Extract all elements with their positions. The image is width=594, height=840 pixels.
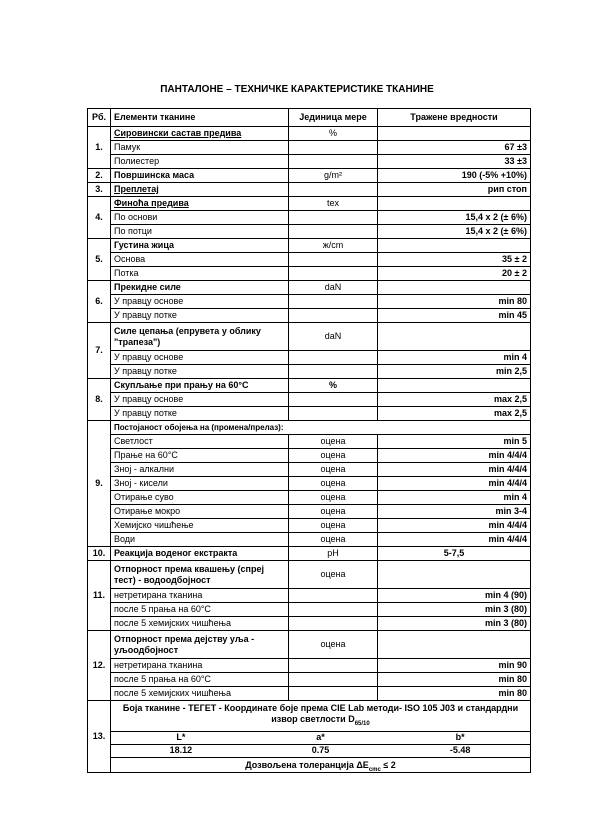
row-unit: оцена bbox=[289, 505, 378, 519]
row-unit: оцена bbox=[289, 561, 378, 589]
row-label: Полиестер bbox=[111, 155, 289, 169]
table-row bbox=[88, 127, 531, 141]
table-row bbox=[88, 183, 531, 197]
table-row bbox=[88, 603, 531, 617]
row-number: 5. bbox=[88, 239, 111, 281]
table-row bbox=[88, 393, 531, 407]
row-unit: оцена bbox=[289, 491, 378, 505]
row-value: min 4 bbox=[378, 351, 531, 365]
row-number: 4. bbox=[88, 197, 111, 239]
row-title: Скупљање при прању на 60°C bbox=[111, 379, 289, 393]
row-label: Зној - кисели bbox=[111, 477, 289, 491]
row-label: У правцу основе bbox=[111, 393, 289, 407]
spec-table bbox=[87, 108, 531, 773]
row-unit: оцена bbox=[289, 449, 378, 463]
row-number: 6. bbox=[88, 281, 111, 323]
L-label: L* bbox=[111, 731, 251, 744]
table-row bbox=[88, 477, 531, 491]
color-heading bbox=[111, 701, 530, 731]
row-value: min 90 bbox=[378, 659, 531, 673]
tolerance bbox=[111, 757, 530, 772]
row-value: min 3 (80) bbox=[378, 603, 531, 617]
header-unit: Јединица мере bbox=[289, 109, 378, 127]
table-row bbox=[88, 281, 531, 295]
table-row bbox=[88, 505, 531, 519]
row-label: Светлост bbox=[111, 435, 289, 449]
tolerance-subscript: cmc bbox=[368, 766, 381, 773]
table-row bbox=[88, 701, 531, 773]
b-label: b* bbox=[390, 731, 530, 744]
row-value: min 3-4 bbox=[378, 505, 531, 519]
table-header-row bbox=[88, 109, 531, 127]
row-label: По основи bbox=[111, 211, 289, 225]
header-value: Тражене вредности bbox=[378, 109, 531, 127]
row-title: Силе цепања (епрувета у облику "трапеза") bbox=[111, 323, 289, 351]
table-row bbox=[88, 253, 531, 267]
row-label: Води bbox=[111, 533, 289, 547]
row-value: min 4/4/4 bbox=[378, 463, 531, 477]
row-unit: оцена bbox=[289, 533, 378, 547]
table-row bbox=[88, 561, 531, 589]
row-unit: оцена bbox=[289, 463, 378, 477]
row-label: Отирање суво bbox=[111, 491, 289, 505]
table-row bbox=[88, 267, 531, 281]
table-row bbox=[88, 673, 531, 687]
row-value: 15,4 x 2 (± 6%) bbox=[378, 225, 531, 239]
table-row bbox=[88, 421, 531, 435]
tolerance-text: Дозвољена толеранција ΔE bbox=[245, 759, 369, 770]
row-unit: g/m² bbox=[289, 169, 378, 183]
row-value: 33 ±3 bbox=[378, 155, 531, 169]
table-row bbox=[88, 631, 531, 659]
row-value: 20 ± 2 bbox=[378, 267, 531, 281]
row-value: 15,4 x 2 (± 6%) bbox=[378, 211, 531, 225]
row-number: 12. bbox=[88, 631, 111, 701]
header-element: Елементи тканине bbox=[111, 109, 289, 127]
table-row bbox=[88, 449, 531, 463]
row-label: после 5 хемијских чишћења bbox=[111, 687, 289, 701]
row-title: Отпорност према дејству уља - уљоодбојност bbox=[111, 631, 289, 659]
row-title: Преплетај bbox=[111, 183, 289, 197]
color-value-row bbox=[111, 744, 530, 757]
row-label: Основа bbox=[111, 253, 289, 267]
row-label: Потка bbox=[111, 267, 289, 281]
table-row bbox=[88, 617, 531, 631]
table-row bbox=[88, 533, 531, 547]
row-unit: оцена bbox=[289, 435, 378, 449]
table-row bbox=[88, 547, 531, 561]
table-row bbox=[88, 141, 531, 155]
row-label: Хемијско чишћење bbox=[111, 519, 289, 533]
a-value: 0.75 bbox=[251, 744, 391, 757]
row-title: Финоћа предива bbox=[111, 197, 289, 211]
row-unit: оцена bbox=[289, 477, 378, 491]
row-value: max 2,5 bbox=[378, 407, 531, 421]
row-value: 35 ± 2 bbox=[378, 253, 531, 267]
b-value: -5.48 bbox=[390, 744, 530, 757]
row-value: 67 ±3 bbox=[378, 141, 531, 155]
table-row bbox=[88, 687, 531, 701]
row-number: 1. bbox=[88, 127, 111, 169]
row-number: 11. bbox=[88, 561, 111, 631]
row-title: Густина жица bbox=[111, 239, 289, 253]
table-row bbox=[88, 295, 531, 309]
table-row bbox=[88, 519, 531, 533]
row-label: Отирање мокро bbox=[111, 505, 289, 519]
row-value: min 4/4/4 bbox=[378, 519, 531, 533]
row-unit: pH bbox=[289, 547, 378, 561]
row-label: У правцу основе bbox=[111, 295, 289, 309]
row-value: min 45 bbox=[378, 309, 531, 323]
row-title: Отпорност према квашењу (спреј тест) - водоодбојност bbox=[111, 561, 289, 589]
row-label: У правцу потке bbox=[111, 309, 289, 323]
a-label: a* bbox=[251, 731, 391, 744]
row-title: Површинска маса bbox=[111, 169, 289, 183]
row-value: min 80 bbox=[378, 295, 531, 309]
row-value: рип стоп bbox=[378, 183, 531, 197]
row-label: после 5 прања на 60°C bbox=[111, 673, 289, 687]
row-label: У правцу потке bbox=[111, 407, 289, 421]
table-row bbox=[88, 239, 531, 253]
light-source-subscript: 65/10 bbox=[354, 720, 370, 727]
row-value: min 3 (80) bbox=[378, 617, 531, 631]
row-title: Постојаност обојења на (промена/прелаз): bbox=[111, 421, 531, 435]
color-coordinates-table bbox=[111, 731, 530, 757]
table-row bbox=[88, 323, 531, 351]
row-value: min 80 bbox=[378, 687, 531, 701]
row-number: 7. bbox=[88, 323, 111, 379]
row-value: 190 (-5% +10%) bbox=[378, 169, 531, 183]
row-title: Прекидне силе bbox=[111, 281, 289, 295]
table-row bbox=[88, 169, 531, 183]
color-heading-text: Боја тканине - ТЕГЕТ - Координате боје према CIE Lab методи- ISO 105 J03 и стандардни извор светлости D bbox=[122, 703, 519, 724]
table-row bbox=[88, 155, 531, 169]
row-label: после 5 хемијских чишћења bbox=[111, 617, 289, 631]
row-value: min 4/4/4 bbox=[378, 533, 531, 547]
row-unit: % bbox=[289, 127, 378, 141]
row-value: min 4/4/4 bbox=[378, 449, 531, 463]
row-unit: ж/cm bbox=[289, 239, 378, 253]
row-label: нетретирана тканина bbox=[111, 659, 289, 673]
row-label: Прање на 60°C bbox=[111, 449, 289, 463]
row-number: 8. bbox=[88, 379, 111, 421]
row-label: нетретирана тканина bbox=[111, 589, 289, 603]
row-value: min 4 (90) bbox=[378, 589, 531, 603]
L-value: 18.12 bbox=[111, 744, 251, 757]
row-value: min 2,5 bbox=[378, 365, 531, 379]
row-unit: % bbox=[289, 379, 378, 393]
row-value: min 5 bbox=[378, 435, 531, 449]
table-row bbox=[88, 463, 531, 477]
table-row bbox=[88, 659, 531, 673]
row-label: У правцу основе bbox=[111, 351, 289, 365]
row-value: min 4/4/4 bbox=[378, 477, 531, 491]
row-value: max 2,5 bbox=[378, 393, 531, 407]
row-number: 3. bbox=[88, 183, 111, 197]
row-unit: daN bbox=[289, 323, 378, 351]
table-row bbox=[88, 351, 531, 365]
row-unit: tex bbox=[289, 197, 378, 211]
table-row bbox=[88, 225, 531, 239]
row-unit: daN bbox=[289, 281, 378, 295]
table-row bbox=[88, 211, 531, 225]
row-label: Зној - алкални bbox=[111, 463, 289, 477]
row-label: У правцу потке bbox=[111, 365, 289, 379]
row-value: min 4 bbox=[378, 491, 531, 505]
row-number: 2. bbox=[88, 169, 111, 183]
table-row bbox=[88, 197, 531, 211]
row-unit: оцена bbox=[289, 631, 378, 659]
row-value: min 80 bbox=[378, 673, 531, 687]
table-row bbox=[88, 309, 531, 323]
page-title: ПАНТАЛОНЕ – ТЕХНИЧКЕ КАРАКТЕРИСТИКЕ ТКАНИНЕ bbox=[160, 84, 434, 95]
row-title: Реакција воденог екстракта bbox=[111, 547, 289, 561]
row-value: 5-7,5 bbox=[378, 547, 531, 561]
color-block bbox=[111, 701, 531, 773]
row-number: 10. bbox=[88, 547, 111, 561]
table-row bbox=[88, 407, 531, 421]
row-title: Сировински састав предива bbox=[111, 127, 289, 141]
row-number: 13. bbox=[88, 701, 111, 773]
tolerance-limit: ≤ 2 bbox=[380, 759, 396, 770]
table-row bbox=[88, 365, 531, 379]
row-label: после 5 прања на 60°C bbox=[111, 603, 289, 617]
table-row bbox=[88, 435, 531, 449]
table-row bbox=[88, 589, 531, 603]
row-label: Памук bbox=[111, 141, 289, 155]
table-row bbox=[88, 491, 531, 505]
header-num: Рб. bbox=[88, 109, 111, 127]
row-number: 9. bbox=[88, 421, 111, 547]
color-label-row bbox=[111, 731, 530, 744]
row-unit: оцена bbox=[289, 519, 378, 533]
table-row bbox=[88, 379, 531, 393]
row-label: По потци bbox=[111, 225, 289, 239]
